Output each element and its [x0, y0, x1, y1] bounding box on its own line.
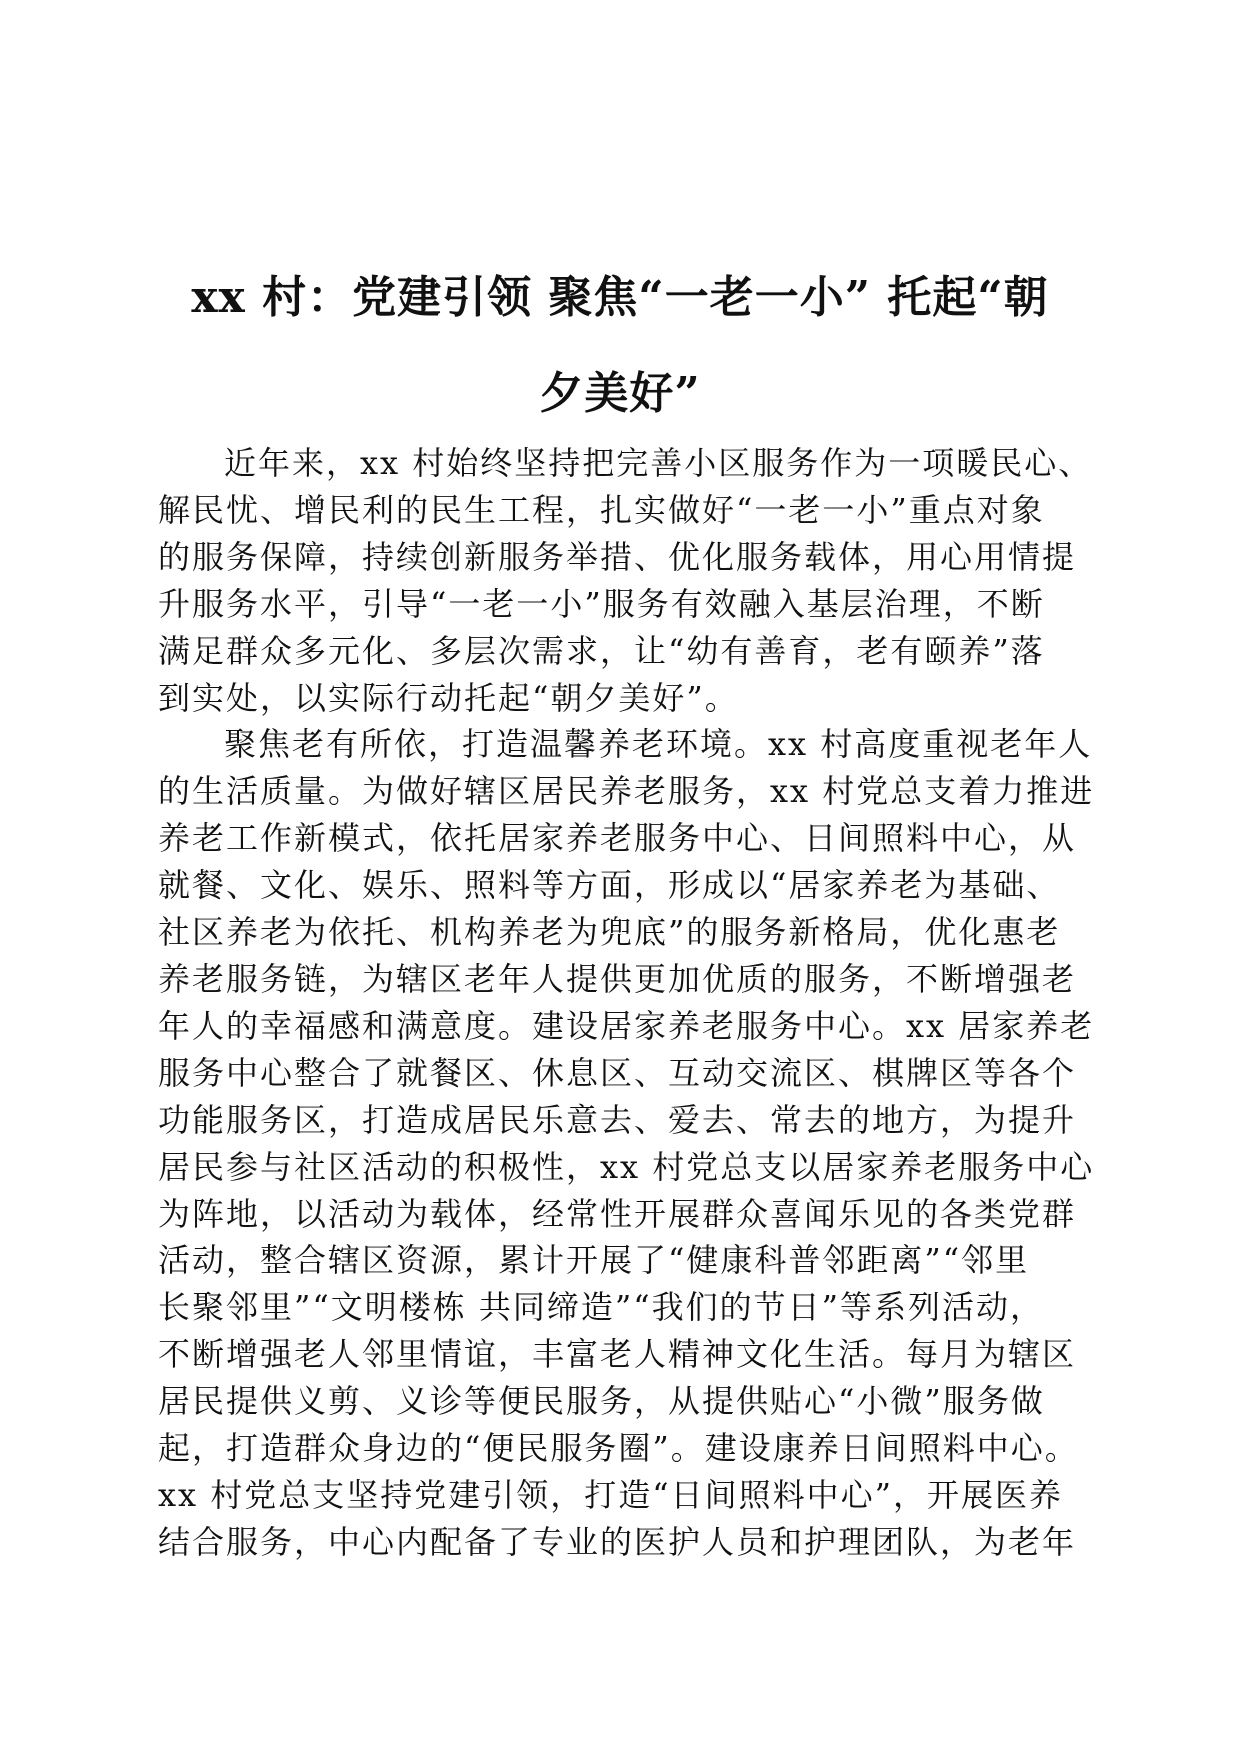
text-line: 满足群众多元化、多层次需求，让“幼有善育，老有颐养”落 [158, 631, 1045, 670]
text-line: 到实处，以实际行动托起“朝夕美好”。 [158, 678, 739, 717]
document-title [140, 250, 1100, 442]
text-line: 养老服务链，为辖区老年人提供更加优质的服务，不断增强老 [158, 959, 1077, 998]
text-line: 的服务保障，持续创新服务举措、优化服务载体，用心用情提 [158, 537, 1077, 576]
title-line: xx 村：党建引领 聚焦“一老一小” 托起“朝 [191, 272, 1049, 323]
text-line: xx 村党总支坚持党建引领，打造“日间照料中心”，开展医养 [158, 1475, 1063, 1514]
text-line: 起，打造群众身边的“便民服务圈”。建设康养日间照料中心。 [158, 1429, 1079, 1468]
text-line: 就餐、文化、娱乐、照料等方面，形成以“居家养老为基础、 [158, 866, 1061, 905]
text-line: 服务中心整合了就餐区、休息区、互动交流区、棋牌区等各个 [158, 1053, 1077, 1092]
text-line: 解民忧、增民利的民生工程，扎实做好“一老一小”重点对象 [158, 490, 1045, 529]
text-line: 居民提供义剪、义诊等便民服务，从提供贴心“小微”服务做 [158, 1382, 1045, 1421]
text-line: 的生活质量。为做好辖区居民养老服务，xx 村党总支着力推进 [158, 772, 1095, 811]
text-line: 居民参与社区活动的积极性，xx 村党总支以居家养老服务中心 [158, 1147, 1095, 1186]
text-line: 功能服务区，打造成居民乐意去、爱去、常去的地方，为提升 [158, 1100, 1077, 1139]
text-line: 升服务水平，引导“一老一小”服务有效融入基层治理，不断 [158, 584, 1045, 623]
title-line: 夕美好” [539, 368, 701, 419]
paragraph-elderly-care [158, 721, 1095, 1565]
paragraph-intro [158, 440, 1093, 721]
text-line: 年人的幸福感和满意度。建设居家养老服务中心。xx 居家养老 [158, 1006, 1095, 1045]
text-line: 近年来，xx 村始终坚持把完善小区服务作为一项暖民心、 [224, 444, 1093, 482]
document-body [158, 440, 1095, 1566]
text-line: 长聚邻里”“文明楼栋 共同缔造”“我们的节日”等系列活动， [158, 1288, 1044, 1327]
text-line: 不断增强老人邻里情谊，丰富老人精神文化生活。每月为辖区 [158, 1335, 1077, 1374]
text-line: 结合服务，中心内配备了专业的医护人员和护理团队，为老年 [158, 1522, 1077, 1561]
text-line: 聚焦老有所依，打造温馨养老环境。xx 村高度重视老年人 [224, 725, 1093, 764]
text-line: 为阵地，以活动为载体，经常性开展群众喜闻乐见的各类党群 [158, 1194, 1077, 1233]
text-line: 活动，整合辖区资源，累计开展了“健康科普邻距离”“邻里 [158, 1241, 1030, 1280]
text-line: 社区养老为依托、机构养老为兜底”的服务新格局，优化惠老 [158, 913, 1061, 952]
text-line: 养老工作新模式，依托居家养老服务中心、日间照料中心，从 [158, 819, 1077, 858]
